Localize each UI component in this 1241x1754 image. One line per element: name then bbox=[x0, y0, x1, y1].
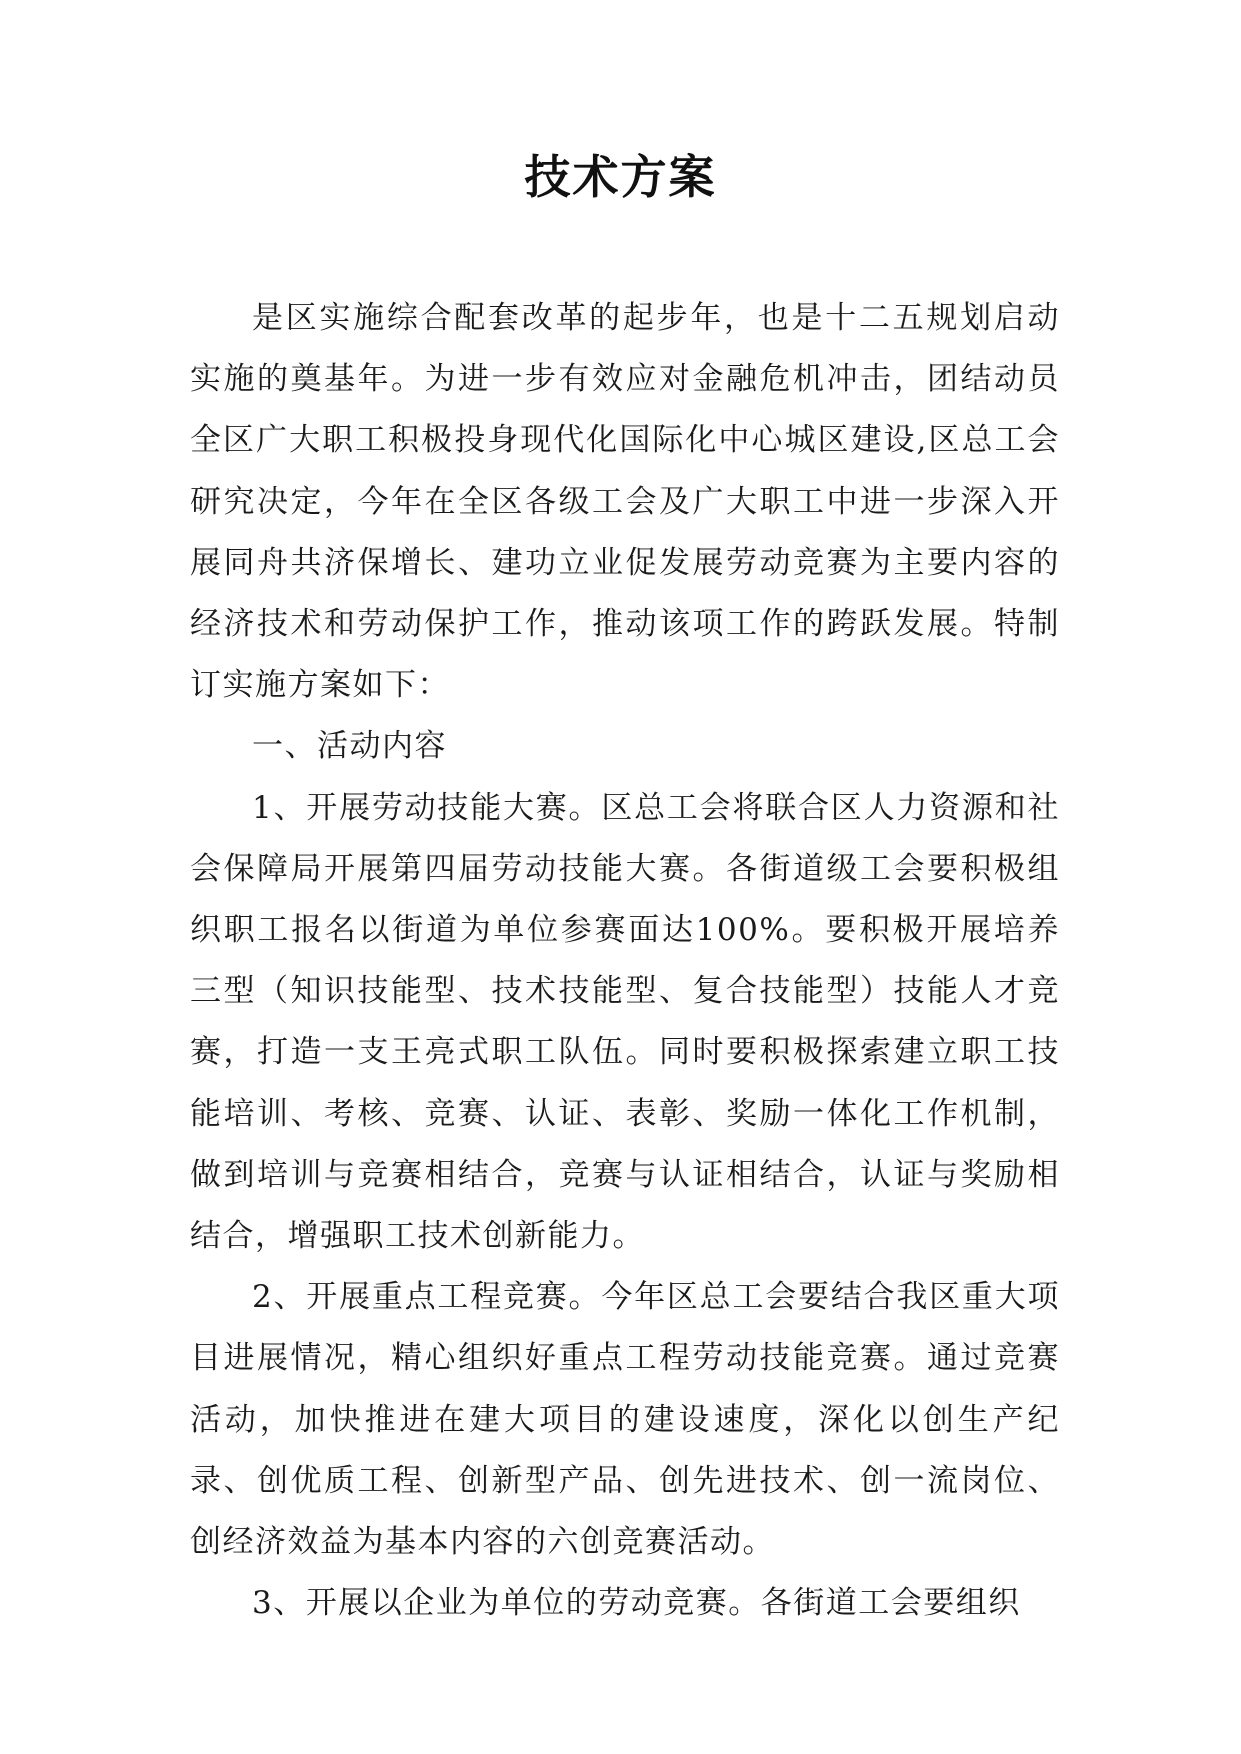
paragraph-intro: 是区实施综合配套改革的起步年，也是十二五规划启动实施的奠基年。为进一步有效应对金融危机冲击，团结动员全区广大职工积极投身现代化国际化中心城区建设,区总工会研究决定，今年在全区各级工会及广大职工中进一步深入开展同舟共济保增长、建功立业促发展劳动竞赛为主要内容的经济技术和劳动保护工作，推动该项工作的跨跃发展。特制订实施方案如下： bbox=[190, 300, 1060, 704]
section-heading: 一、活动内容 bbox=[252, 728, 447, 765]
paragraph-item-2: 2、开展重点工程竞赛。今年区总工会要结合我区重大项目进展情况，精心组织好重点工程劳动技能竞赛。通过竞赛活动，加快推进在建大项目的建设速度，深化以创生产纪录、创优质工程、创新型产品、创先进技术、创一流岗位、创经济效益为基本内容的六创竞赛活动。 bbox=[190, 1279, 1060, 1561]
paragraph-item-3: 3、开展以企业为单位的劳动竞赛。各街道工会要组织 bbox=[252, 1585, 1021, 1622]
document-body bbox=[190, 288, 1060, 1634]
paragraph-item-1: 1、开展劳动技能大赛。区总工会将联合区人力资源和社会保障局开展第四届劳动技能大赛。各街道级工会要积极组织职工报名以街道为单位参赛面达100%。要积极开展培养三型（知识技能型、技术技能型、复合技能型）技能人才竞赛，打造一支王亮式职工队伍。同时要积极探索建立职工技能培训、考核、竞赛、认证、表彰、奖励一体化工作机制，做到培训与竞赛相结合，竞赛与认证相结合，认证与奖励相结合，增强职工技术创新能力。 bbox=[190, 789, 1060, 1255]
document-title: 技术方案 bbox=[524, 150, 717, 204]
